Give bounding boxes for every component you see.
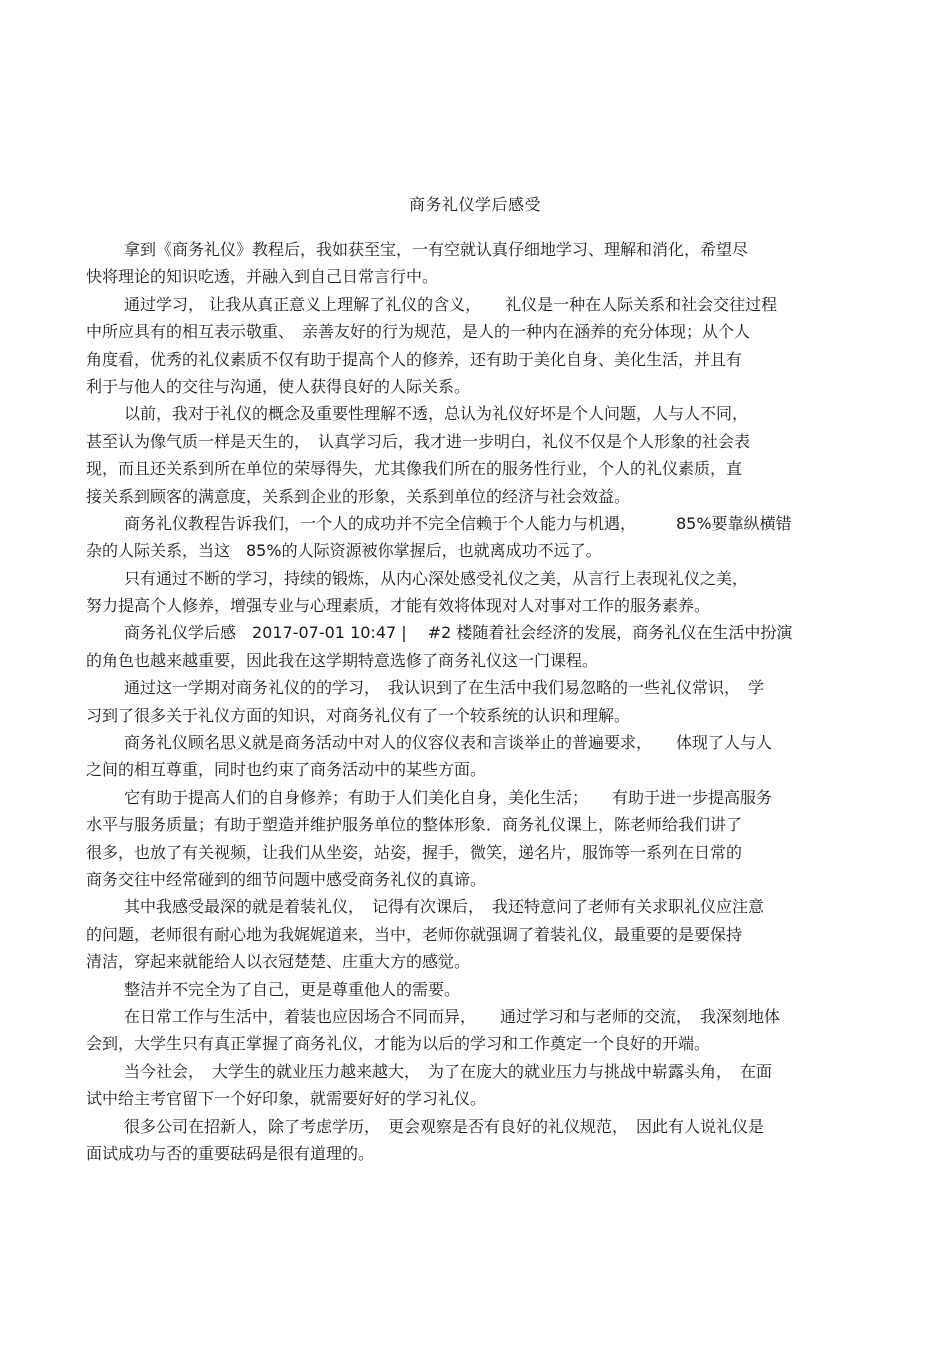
paragraph [86,565,866,620]
paragraph [86,729,866,784]
text-line: 杂的人际关系，当这 85%的人际资源被你掌握后，也就离成功不远了。 [86,541,602,561]
text-line: 现，而且还关系到所在单位的荣辱得失，尤其像我们所在的服务性行业，个人的礼仪素质，直 [86,459,743,479]
text-line: 很多，也放了有关视频，让我们从坐姿，站姿，握手，微笑，递名片，服饰等一系列在日常的 [86,842,743,862]
text-line: 接关系到顾客的满意度，关系到企业的形象，关系到单位的经济与社会效益。 [86,486,631,506]
text-line: 通过这一学期对商务礼仪的的学习， 我认识到了在生活中我们易忽略的一些礼仪常识， 学 [124,678,765,698]
paragraph [86,1113,866,1168]
text-line: 其中我感受最深的就是着装礼仪， 记得有次课后， 我还特意问了老师有关求职礼仪应注意 [124,897,765,917]
paragraph [86,674,866,729]
paragraph [86,1003,866,1058]
text-line: 角度看，优秀的礼仪素质不仅有助于提高个人的修养，还有助于美化自身、美化生活，并且有 [86,349,743,369]
text-line: 利于与他人的交往与沟通，使人获得良好的人际关系。 [86,376,471,396]
text-line: 中所应具有的相互表示敬重、 亲善友好的行为规范，是人的一种内在涵养的充分体现；从个人 [86,322,751,342]
paragraph [86,784,866,894]
text-line: 商务礼仪学后感 2017-07-01 10:47 | #2 楼随着社会经济的发展，商务礼仪在生活中扮演 [124,623,793,643]
paragraph [86,510,866,565]
paragraph [86,619,866,674]
paragraph [86,400,866,510]
text-line: 的问题，老师很有耐心地为我娓娓道来，当中，老师你就强调了着装礼仪，最重要的是要保持 [86,924,743,944]
text-line: 快将理论的知识吃透，并融入到自己日常言行中。 [86,267,439,287]
text-line: 努力提高个人修养，增强专业与心理素质，才能有效将体现对人对事对工作的服务素养。 [86,596,711,616]
paragraph [86,893,866,975]
paragraph [86,976,866,1003]
text-line: 甚至认为像气质一样是天生的， 认真学习后，我才进一步明白，礼仪不仅是个人形象的社会表 [86,431,751,451]
text-line: 以前，我对于礼仪的概念及重要性理解不透，总认为礼仪好坏是个人问题，人与人不同， [124,404,749,424]
paragraph [86,236,866,291]
text-line: 商务礼仪教程告诉我们，一个人的成功并不完全信赖于个人能力与机遇， 85%要靠纵横错 [124,513,792,533]
text-line: 拿到《商务礼仪》教程后，我如获至宝，一有空就认真仔细地学习、理解和消化，希望尽 [124,240,749,259]
text-line: 整洁并不完全为了自己，更是尊重他人的需要。 [124,979,461,999]
text-line: 的角色也越来越重要，因此我在这学期特意选修了商务礼仪这一门课程。 [86,650,599,670]
text-line: 商务交往中经常碰到的细节问题中感受商务礼仪的真谛。 [86,869,487,889]
text-line: 当今社会， 大学生的就业压力越来越大， 为了在庞大的就业压力与挑战中崭露头角， 在面 [124,1061,773,1081]
document-body [86,236,866,1167]
text-line: 在日常工作与生活中，着装也应因场合不同而异， 通过学习和与老师的交流， 我深刻地体 [124,1006,781,1026]
text-line: 习到了很多关于礼仪方面的知识，对商务礼仪有了一个较系统的认识和理解。 [86,705,631,725]
text-line: 很多公司在招新人，除了考虑学历， 更会观察是否有良好的礼仪规范， 因此有人说礼仪是 [124,1116,765,1136]
text-line: 之间的相互尊重，同时也约束了商务活动中的某些方面。 [86,760,487,780]
text-line: 水平与服务质量；有助于塑造并维护服务单位的整体形象．商务礼仪课上，陈老师给我们讲了 [86,815,743,835]
text-line: 商务礼仪顾名思义就是商务活动中对人的仪容仪表和言谈举止的普遍要求， 体现了人与人 [124,733,773,753]
text-line: 面试成功与否的重要砝码是很有道理的。 [86,1143,375,1163]
text-line: 它有助于提高人们的自身修养；有助于人们美化自身，美化生活； 有助于进一步提高服务 [124,787,773,807]
paragraph [86,291,866,401]
paragraph [86,1058,866,1113]
text-line: 试中给主考官留下一个好印象，就需要好好的学习礼仪。 [86,1089,487,1109]
document-title: 商务礼仪学后感受 [408,195,541,214]
text-line: 清洁，穿起来就能给人以衣冠楚楚、庄重大方的感觉。 [86,952,471,972]
text-line: 通过学习， 让我从真正意义上理解了礼仪的含义， 礼仪是一种在人际关系和社会交往过程 [124,294,778,314]
text-line: 只有通过不断的学习，持续的锻炼，从内心深处感受礼仪之美，从言行上表现礼仪之美， [124,568,749,588]
text-line: 会到，大学生只有真正掌握了商务礼仪，才能为以后的学习和工作奠定一个良好的开端。 [86,1034,711,1054]
